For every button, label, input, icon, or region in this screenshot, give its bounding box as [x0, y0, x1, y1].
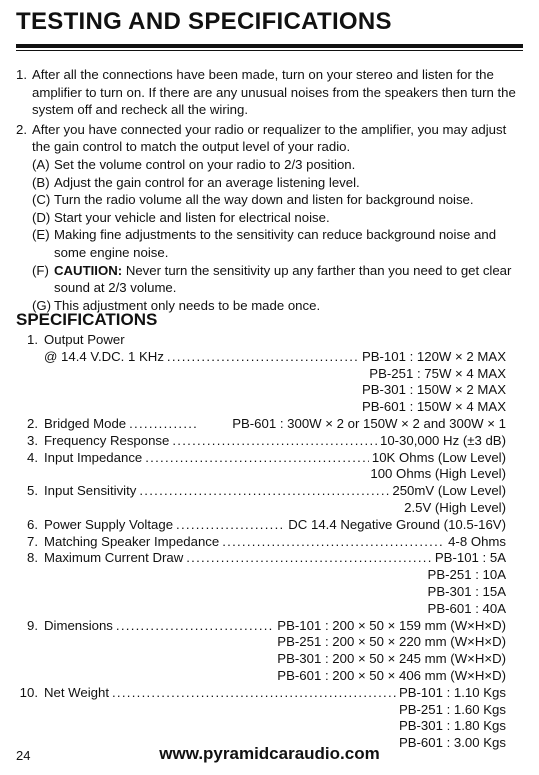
spec-label: Output Power — [44, 332, 125, 347]
spec-row — [16, 450, 506, 467]
spec-label: Maximum Current Draw — [44, 550, 184, 566]
spec-value: PB-251 : 1.60 Kgs — [398, 701, 506, 717]
spec-row — [16, 517, 506, 534]
spec-number: 7. — [27, 533, 38, 549]
substep-label: (B) — [32, 174, 50, 190]
spec-value: PB-601 : 3.00 Kgs — [398, 735, 506, 751]
dot-leader — [116, 618, 274, 635]
spec-row — [16, 349, 506, 366]
spec-value: PB-251 : 200 × 50 × 220 mm (W×H×D) — [277, 634, 506, 650]
spec-value: PB-101 : 200 × 50 × 159 mm (W×H×D) — [277, 617, 506, 633]
spec-value: PB-601 : 300W × 2 or 150W × 2 and 300W × 1 — [232, 415, 506, 431]
spec-number: 1. — [27, 332, 38, 347]
spec-value: PB-101 : 1.10 Kgs — [398, 684, 506, 700]
step-number: 2. — [16, 121, 27, 137]
substep-text: Start your vehicle and listen for electrical noise. — [54, 209, 330, 225]
substep-b — [16, 174, 516, 192]
dot-leader — [129, 416, 199, 433]
spec-sublabel: @ 14.4 V.DC. 1 KHz — [44, 348, 164, 364]
substep-label: (A) — [32, 156, 50, 172]
substep-e — [16, 226, 516, 261]
spec-number: 2. — [27, 415, 38, 431]
spec-value: 250mV (Low Level) — [392, 483, 506, 499]
spec-value: 10-30,000 Hz (±3 dB) — [380, 432, 506, 448]
testing-steps — [16, 66, 516, 314]
page-title: TESTING AND SPECIFICATIONS — [16, 8, 392, 35]
substep-text: This adjustment only needs to be made once. — [54, 297, 321, 313]
substep-label: (G) — [32, 297, 52, 313]
spec-row — [16, 550, 506, 567]
spec-value: PB-251 : 10A — [427, 567, 506, 583]
spec-number: 4. — [27, 449, 38, 465]
substep-label: (D) — [32, 209, 51, 225]
spec-value: PB-101 : 5A — [434, 550, 506, 566]
title-rule-thick — [16, 44, 523, 48]
spec-value: PB-301 : 150W × 2 MAX — [361, 382, 506, 398]
specifications-list — [16, 332, 506, 752]
caution-label: CAUTIION: — [54, 262, 123, 278]
step-text: After you have connected your radio or requalizer to the amplifier, you may adjust the gain control to match the output level of your radio. — [32, 121, 507, 155]
spec-value: DC 14.4 Negative Ground (10.5-16V) — [288, 516, 506, 532]
step-text: After all the connections have been made, turn on your stereo and listen for the amplifier to turn on. If there are any unusual noises from the speakers then turn the system off and recheck all the wiring. — [32, 67, 516, 118]
spec-value: 100 Ohms (High Level) — [370, 466, 506, 482]
spec-label: Matching Speaker Impedance — [44, 533, 220, 549]
specifications-heading: SPECIFICATIONS — [16, 310, 158, 329]
spec-row — [16, 483, 506, 500]
substep-f — [16, 262, 516, 297]
spec-value: PB-301 : 200 × 50 × 245 mm (W×H×D) — [277, 651, 506, 667]
dot-leader — [172, 433, 377, 450]
substep-text-wrap — [54, 262, 516, 297]
dot-leader — [112, 685, 396, 702]
spec-number: 8. — [27, 550, 38, 566]
spec-label: Dimensions — [44, 617, 113, 633]
substep-text: Set the volume control on your radio to 2/3 position. — [54, 156, 356, 172]
substep-text: Turn the radio volume all the way down and listen for background noise. — [54, 192, 474, 208]
substep-a — [16, 156, 516, 174]
substep-label: (F) — [32, 262, 49, 278]
substep-text: Making fine adjustments to the sensitivity can reduce background noise and some engine noise. — [54, 227, 497, 260]
spec-label: Net Weight — [44, 684, 109, 700]
step-number: 1. — [16, 67, 27, 82]
spec-value: PB-101 : 120W × 2 MAX — [361, 348, 506, 364]
title-rule-thin — [16, 50, 523, 51]
spec-value: 4-8 Ohms — [448, 533, 506, 549]
spec-number: 10. — [19, 684, 38, 700]
spec-value: 2.5V (High Level) — [404, 499, 506, 515]
spec-value: PB-301 : 15A — [427, 583, 506, 599]
dot-leader — [222, 534, 445, 551]
step-2 — [16, 121, 516, 156]
website-url: www.pyramidcaraudio.com — [159, 744, 380, 763]
dot-leader — [186, 550, 432, 567]
dot-leader — [139, 483, 389, 500]
spec-number: 6. — [27, 516, 38, 532]
spec-value: PB-601 : 40A — [427, 600, 506, 616]
spec-row — [16, 534, 506, 551]
spec-row — [16, 685, 506, 702]
substep-label: (C) — [32, 192, 51, 208]
page-number: 24 — [16, 748, 31, 763]
spec-row — [16, 618, 506, 635]
spec-value: 10K Ohms (Low Level) — [371, 449, 506, 465]
substep-d — [16, 209, 516, 227]
spec-value: PB-601 : 150W × 4 MAX — [361, 399, 506, 415]
substep-text: Adjust the gain control for an average listening level. — [54, 174, 360, 190]
spec-label: Bridged Mode — [44, 415, 127, 431]
spec-value: PB-301 : 1.80 Kgs — [398, 718, 506, 734]
substep-text: Never turn the sensitivity up any farther than you need to get clear sound at 2/3 volume. — [54, 262, 512, 296]
spec-number: 9. — [27, 617, 38, 633]
spec-number: 3. — [27, 432, 38, 448]
spec-row — [16, 433, 506, 450]
spec-row — [16, 416, 506, 433]
dot-leader — [167, 349, 359, 366]
dot-leader — [176, 517, 285, 534]
spec-label: Power Supply Voltage — [44, 516, 174, 532]
spec-value: PB-601 : 200 × 50 × 406 mm (W×H×D) — [277, 667, 506, 683]
spec-label: Input Sensitivity — [44, 483, 137, 499]
substep-c — [16, 191, 516, 209]
spec-label: Frequency Response — [44, 432, 170, 448]
spec-row — [16, 332, 506, 349]
spec-number: 5. — [27, 483, 38, 499]
substep-label: (E) — [32, 227, 50, 243]
spec-value: PB-251 : 75W × 4 MAX — [369, 365, 506, 381]
spec-label: Input Impedance — [44, 449, 143, 465]
dot-leader — [145, 450, 369, 467]
step-1 — [16, 66, 516, 119]
